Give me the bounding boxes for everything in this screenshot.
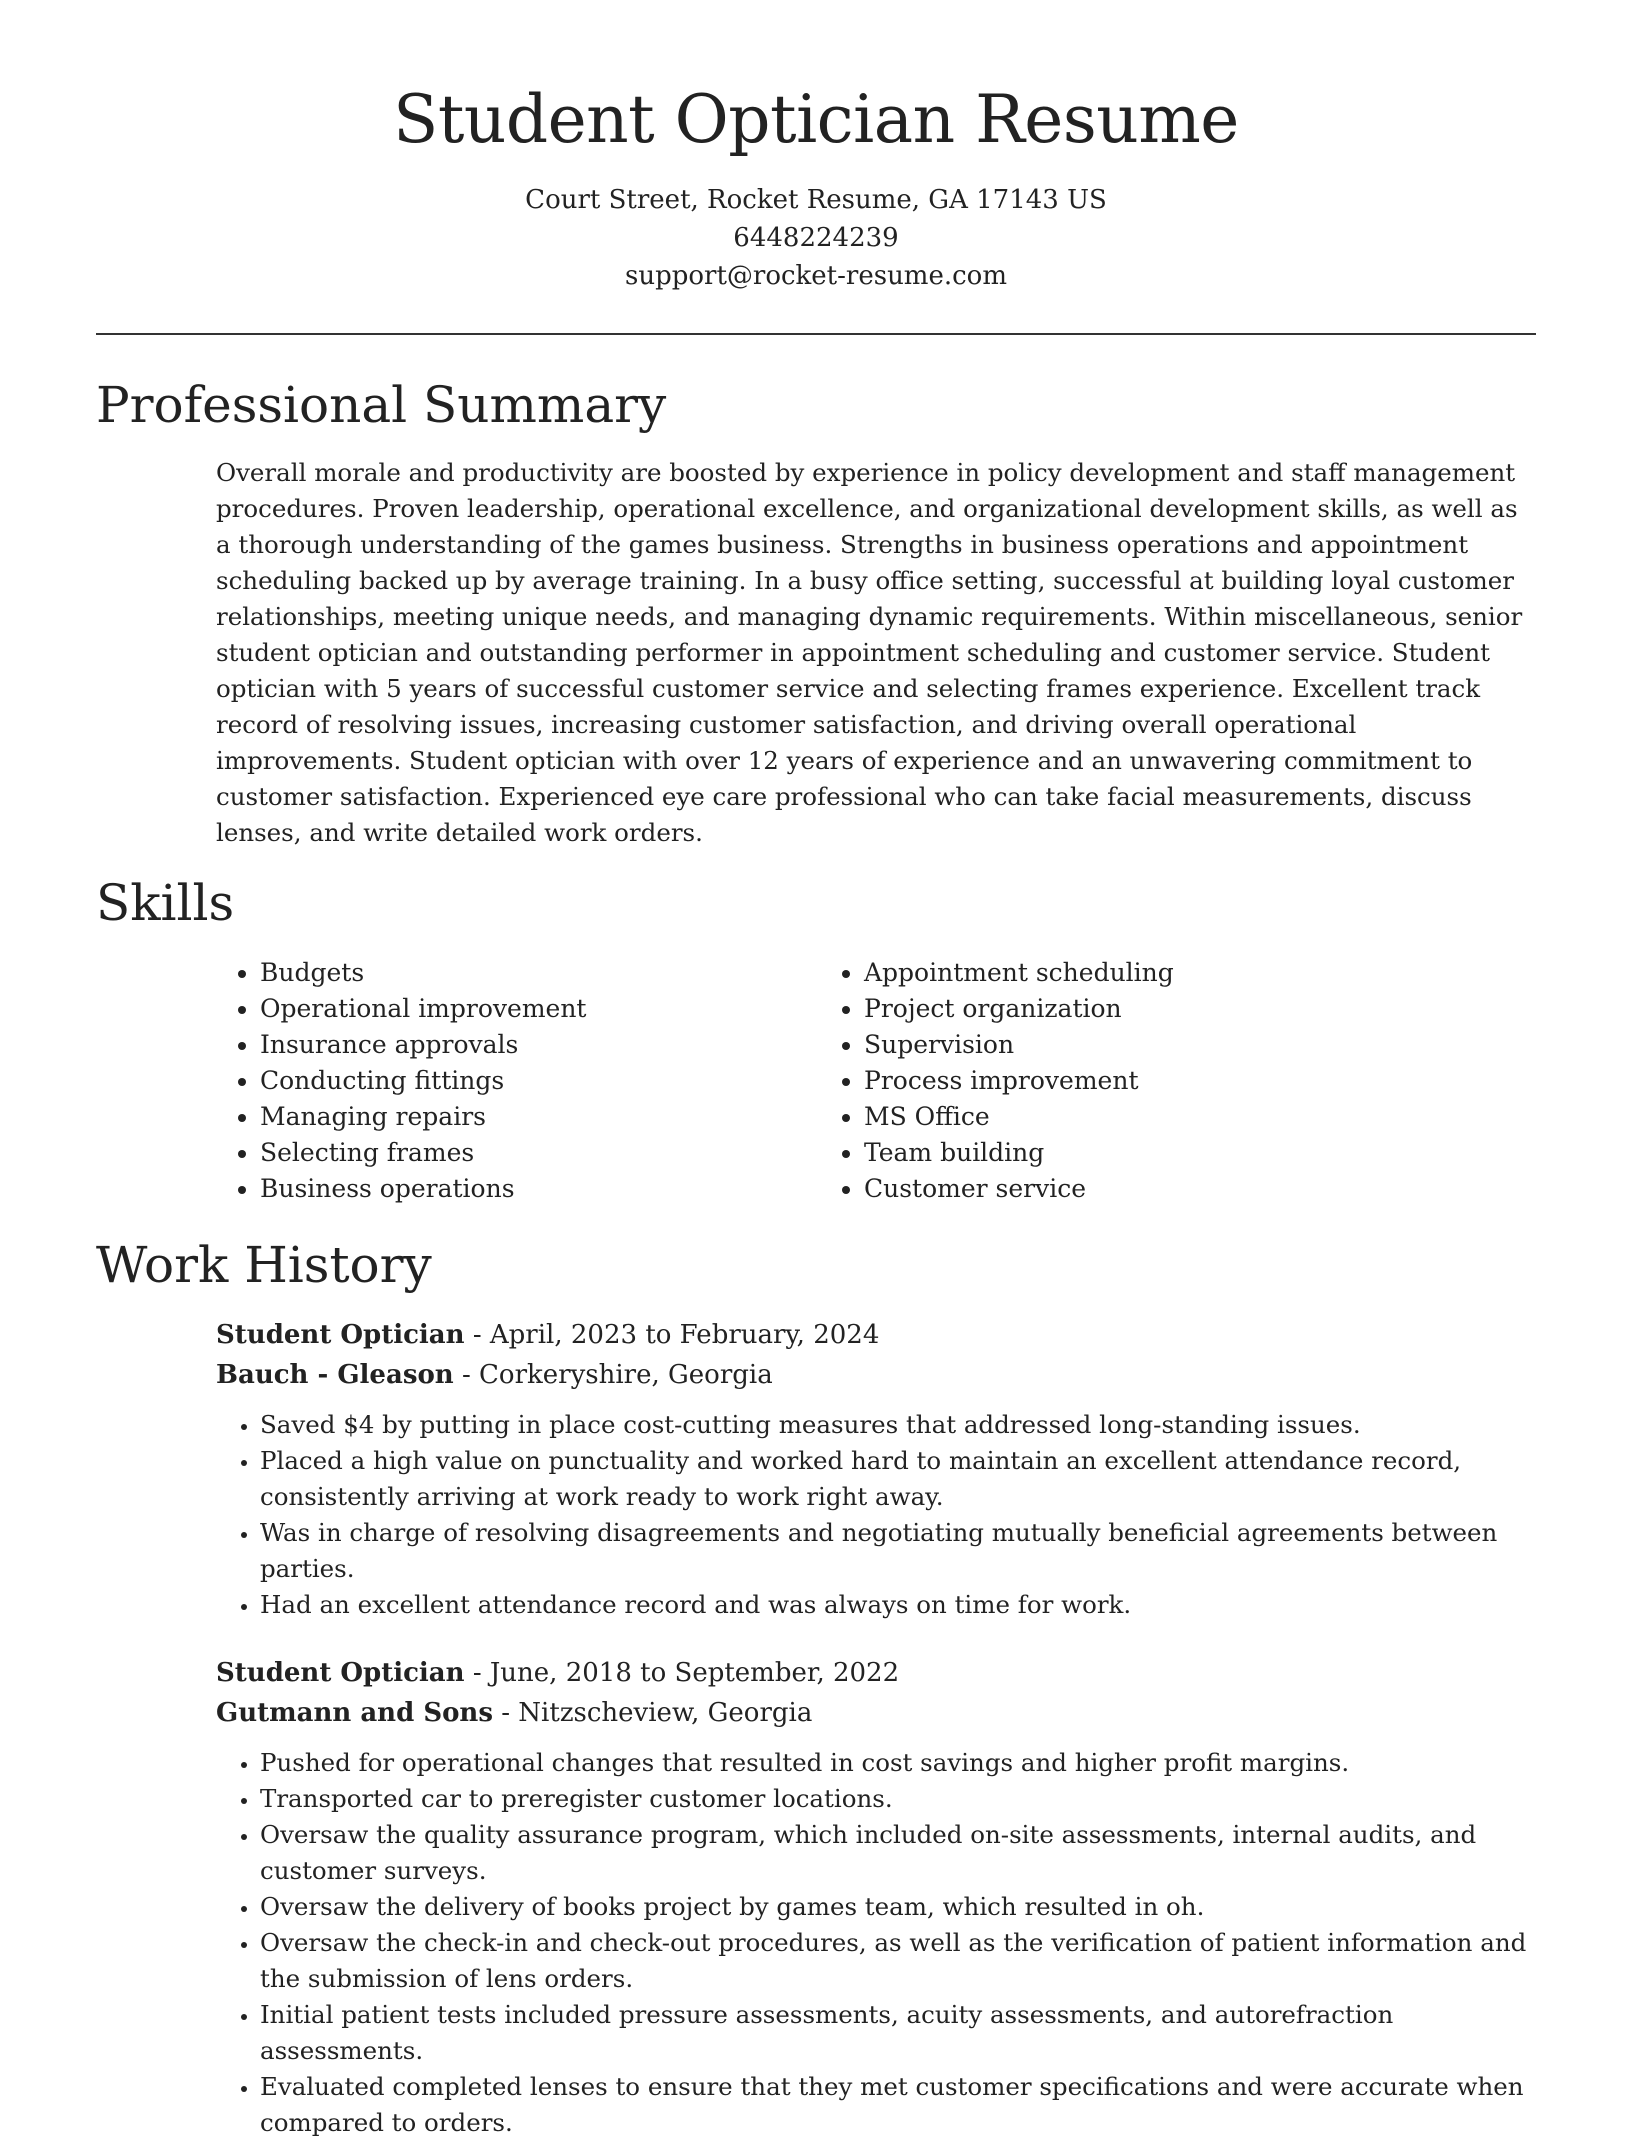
- contact-phone: 6448224239: [733, 223, 899, 254]
- job-role-line: [216, 1653, 1536, 1693]
- skill-item: • Supervision: [864, 1027, 1174, 1063]
- skills-list-left: [216, 955, 820, 1207]
- job-dates: - April, 2023 to February, 2024: [464, 1320, 880, 1351]
- job-bullet: • Oversaw the delivery of books project by games team, which resulted in oh.: [260, 1889, 1536, 1925]
- job-bullet: • Was in charge of resolving disagreements and negotiating mutually beneficial agreements between parties.: [260, 1515, 1536, 1587]
- work-history-heading: Work History: [96, 1236, 432, 1295]
- skill-item: • Selecting frames: [260, 1135, 820, 1171]
- job-role: Student Optician: [216, 1320, 465, 1351]
- resume-title: Student Optician Resume: [393, 81, 1239, 158]
- job-company-line: [216, 1693, 1536, 1733]
- header-divider: [96, 333, 1536, 335]
- job-company: Bauch - Gleason: [216, 1360, 454, 1391]
- job-bullet: • Had an excellent attendance record and was always on time for work.: [260, 1587, 1536, 1623]
- job-bullets: [216, 1745, 1536, 2141]
- summary-heading: Professional Summary: [96, 376, 667, 435]
- job-bullet: • Initial patient tests included pressure assessments, acuity assessments, and autorefraction assessments.: [260, 1997, 1536, 2069]
- skill-item: • Insurance approvals: [260, 1027, 820, 1063]
- skill-item: • MS Office: [864, 1099, 1174, 1135]
- job-role: Student Optician: [216, 1658, 465, 1689]
- summary-text: Overall morale and productivity are boosted by experience in policy development and staff management procedures. Proven leadership, operational excellence, and organizational development skills, as well as a thorough understanding of the games business. Strengths in business operations and appointment scheduling backed up by average training. In a busy office setting, successful at building loyal customer relationships, meeting unique needs, and managing dynamic requirements. Within miscellaneous, senior student optician and outstanding performer in appointment scheduling and customer service. Student optician with 5 years of successful customer service and selecting frames experience. Excellent track record of resolving issues, increasing customer satisfaction, and driving overall operational improvements. Student optician with over 12 years of experience and an unwavering commitment to customer satisfaction. Experienced eye care professional who can take facial measurements, discuss lenses, and write detailed work orders.: [216, 458, 1523, 848]
- skills-heading: Skills: [96, 874, 235, 933]
- skill-item: • Budgets: [260, 955, 820, 991]
- job-bullets: [216, 1407, 1536, 1623]
- skill-item: • Appointment scheduling: [864, 955, 1174, 991]
- job-bullet: • Oversaw the quality assurance program, which included on-site assessments, internal audits, and customer surveys.: [260, 1817, 1536, 1889]
- skill-item: • Managing repairs: [260, 1099, 820, 1135]
- job-bullet: • Saved $4 by putting in place cost-cutting measures that addressed long-standing issues.: [260, 1407, 1536, 1443]
- job-location: - Nitzscheview, Georgia: [492, 1698, 813, 1729]
- skill-item: • Business operations: [260, 1171, 820, 1207]
- skills-list-right: [820, 955, 1174, 1207]
- skill-item: • Operational improvement: [260, 991, 820, 1027]
- skills-columns: [216, 955, 1536, 1207]
- skill-item: • Team building: [864, 1135, 1174, 1171]
- skill-item: • Project organization: [864, 991, 1174, 1027]
- contact-address: Court Street, Rocket Resume, GA 17143 US: [525, 185, 1107, 216]
- job-company-line: [216, 1355, 1536, 1395]
- job-bullet: • Placed a high value on punctuality and worked hard to maintain an excellent attendance record, consistently arriving at work ready to work right away.: [260, 1443, 1536, 1515]
- skill-item: • Process improvement: [864, 1063, 1174, 1099]
- skill-item: • Customer service: [864, 1171, 1174, 1207]
- job-entry: [216, 1315, 1536, 1623]
- job-dates: - June, 2018 to September, 2022: [464, 1658, 900, 1689]
- skill-item: • Conducting fittings: [260, 1063, 820, 1099]
- job-bullet: • Evaluated completed lenses to ensure that they met customer specifications and were accurate when compared to orders.: [260, 2069, 1536, 2141]
- job-company: Gutmann and Sons: [216, 1698, 493, 1729]
- contact-block: [96, 181, 1536, 295]
- job-bullet: • Pushed for operational changes that resulted in cost savings and higher profit margins.: [260, 1745, 1536, 1781]
- job-bullet: • Transported car to preregister customer locations.: [260, 1781, 1536, 1817]
- job-role-line: [216, 1315, 1536, 1355]
- contact-email[interactable]: support@rocket-resume.com: [624, 261, 1007, 292]
- job-entry: [216, 1653, 1536, 2141]
- job-location: - Corkeryshire, Georgia: [453, 1360, 773, 1391]
- job-bullet: • Oversaw the check-in and check-out procedures, as well as the verification of patient information and the submission of lens orders.: [260, 1925, 1536, 1997]
- resume-header: [96, 80, 1536, 295]
